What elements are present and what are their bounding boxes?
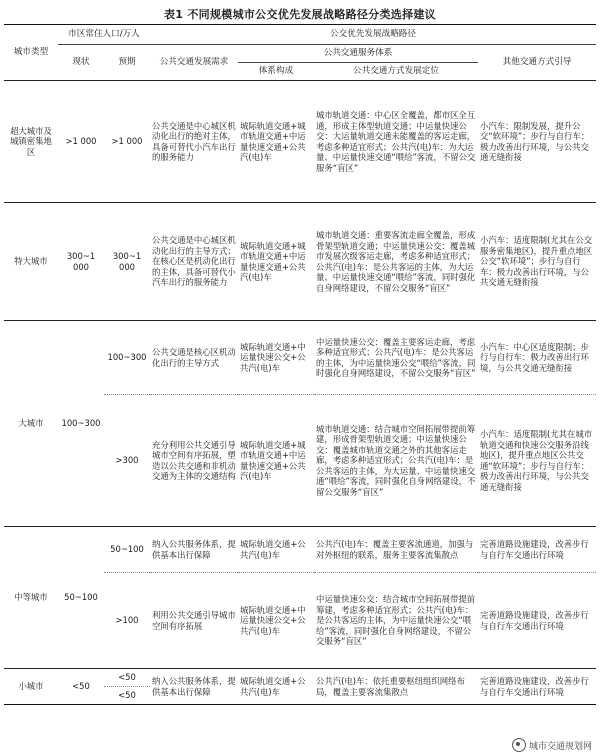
expected-pop-cell: >100 [104, 573, 150, 669]
system-cell: 城际轨道交通+城市轨道交通+中运量快速交通+公共汽(电)车 [238, 395, 314, 527]
demand-cell: 纳入公共服务体系，提供基本出行保障 [152, 539, 236, 560]
other-modes-cell: 小汽车：适度限制(尤其在公交服务密集地区)，提升重点地区公交“软环境”；步行与自行车：极力改善出行环境，与公共交通无缝衔接 [478, 203, 596, 321]
demand-cell: 充分利用公共交通引导城市空间有序拓展，塑造以公共交通和非机动交通为主体的交通结构 [150, 395, 238, 527]
watermark [510, 738, 594, 752]
city-type-cell: 小城市 [4, 669, 58, 705]
positioning-cell: 城市轨道交通：重要客流走廊全覆盖，形成骨架型轨道交通；中运量快速公交：覆盖城市发展次级客运走廊，考虑多种适宜形式；公共汽(电)车：是公共客运的主体，为大运量、中运量快速交通“喂给”客流，同时强化自身网络建设，不留公交服务“盲区” [314, 203, 478, 321]
table-row [4, 527, 596, 573]
header-demand: 公共交通发展需求 [150, 45, 238, 81]
other-modes-cell: 完善道路设施建设，改善步行与自行车交通出行环境 [478, 669, 596, 705]
header-service-system: 公共交通服务体系 [238, 45, 478, 63]
other-modes-cell: 完善道路设施建设，改善步行与自行车交通出行环境 [478, 573, 596, 669]
system-cell: 城际轨道交通+城市轨道交通+中运量快速交通+公共汽(电)车 [238, 81, 314, 203]
positioning-cell: 中运量快速公交：结合城市空间拓展带提前筹建，考虑多种适宜形式；公共汽(电)车：是公共客运的主体，为中运量快速公交“喂给”客流，同时强化自身网络建设，不留公交服务“盲区” [314, 573, 478, 669]
positioning-cell: 城市轨道交通：结合城市空间拓展带提前筹建，形成骨架型轨道交通；中运量快速公交：覆盖城市轨道交通之外的其他客运走廊，考虑多种适宜形式；公共汽(电)车：是公共客运的主体，为大运量、中运量快速交通“喂给”客流，同时强化自身网络建设，不留公交服务“盲区” [314, 395, 478, 527]
header-strategy: 公交优先发展战略路径 [150, 25, 596, 45]
other-modes-cell: 小汽车：限制发展，提升公交“软环境”；步行与自行车：极力改善出行环境，与公共交通无缝衔接 [478, 81, 596, 203]
header-positioning: 公共交通方式发展定位 [314, 63, 478, 81]
current-pop-cell: <50 [58, 669, 104, 705]
system-cell: 城际轨道交通+公共汽(电)车 [240, 539, 306, 560]
positioning-cell: 中运量快速公交：覆盖主要客运走廊，考虑多种适宜形式；公共汽(电)车：是公共客运的主体，为中运量快速公交“喂给”客流，同时强化自身网络建设，不留公交服务“盲区” [316, 336, 476, 378]
strategy-table [4, 24, 596, 705]
table-row [4, 669, 596, 687]
header-population: 市区常住人口/万人 [58, 25, 150, 45]
current-pop-cell: 50~100 [58, 527, 104, 669]
table-row [4, 81, 596, 203]
watermark-text: 城市交通规划网 [528, 741, 592, 752]
expected-pop-cell: >300 [104, 395, 150, 527]
expected-pop-cell: 50~100 [110, 544, 144, 555]
current-pop-cell: 100~300 [58, 321, 104, 527]
expected-pop-cell: <50 [118, 672, 136, 683]
system-cell: 城际轨道交通+中运量快速公交+公共汽(电)车 [240, 341, 306, 373]
header-other-modes: 其他交通方式引导 [478, 45, 596, 81]
table-caption: 表1 不同规模城市公交优先发展战略路径分类选择建议 [164, 8, 436, 21]
demand-cell: 纳入公共服务体系，提供基本出行保障 [150, 669, 238, 705]
system-cell: 城际轨道交通+公共汽(电)车 [238, 669, 314, 705]
expected-pop-cell: 300~1 000 [104, 203, 150, 321]
other-modes-cell: 完善道路设施建设，改善步行与自行车交通出行环境 [480, 539, 589, 560]
table-row [4, 321, 596, 395]
city-type-cell: 中等城市 [4, 527, 58, 669]
demand-cell: 公共交通是中心城区机动化出行的主导方式；在核心区是机动化出行的主体，具备可替代小汽车出行的服务能力 [150, 203, 238, 321]
demand-cell: 公共交通是中心城区机动化出行的绝对主体，具备可替代小汽车出行的服务能力 [150, 81, 238, 203]
city-type-cell: 大城市 [4, 321, 58, 527]
system-cell: 城际轨道交通+城市轨道交通+中运量快速交通+公共汽(电)车 [238, 203, 314, 321]
current-pop-cell: 300~1 000 [58, 203, 104, 321]
positioning-cell: 公共汽(电)车：覆盖主要客流通道，加强与对外枢纽的联系，服务主要客流集散点 [316, 539, 474, 560]
other-modes-cell: 小汽车：适度限制(尤其在城市轨道交通和快速公交服务沿线地区)，提升重点地区公共交通“软环境”；步行与自行车：极力改善出行环境，与公共交通无缝衔接 [478, 395, 596, 527]
expected-pop-cell: <50 [104, 687, 150, 705]
positioning-cell: 公共汽(电)车：依托重要枢纽组织网络布局，覆盖主要客流集散点 [314, 669, 478, 705]
demand-cell: 利用公共交通引导城市空间有序拓展 [150, 573, 238, 669]
other-modes-cell: 小汽车：中心区适度限制；步行与自行车：极力改善出行环境，与公共交通无缝衔接 [480, 341, 589, 373]
expected-pop-cell: >1 000 [104, 81, 150, 203]
header-current: 现状 [58, 45, 104, 81]
expected-pop-cell: 100~300 [107, 352, 147, 363]
system-cell: 城际轨道交通+中运量快速公交+公共汽(电)车 [238, 573, 314, 669]
demand-cell: 公共交通是核心区机动化出行的主导方式 [152, 347, 236, 368]
header-system-structure: 体系构成 [238, 63, 314, 81]
city-type-cell: 特大城市 [4, 203, 58, 321]
city-type-cell: 超大城市及城镇密集地区 [4, 81, 58, 203]
positioning-cell: 城市轨道交通：中心区全覆盖，都市区全互通，形成主体型轨道交通；中运量快速公交：大运量轨道交通未能覆盖的客运走廊，考虑多种适宜形式；公共汽(电)车：为大运量、中运量快速交通“喂给”客流，不留公交服务“盲区” [314, 81, 478, 203]
header-city-type: 城市类型 [4, 25, 58, 81]
header-expected: 预期 [104, 45, 150, 81]
wechat-icon [512, 738, 526, 752]
table-row [4, 203, 596, 321]
current-pop-cell: >1 000 [58, 81, 104, 203]
